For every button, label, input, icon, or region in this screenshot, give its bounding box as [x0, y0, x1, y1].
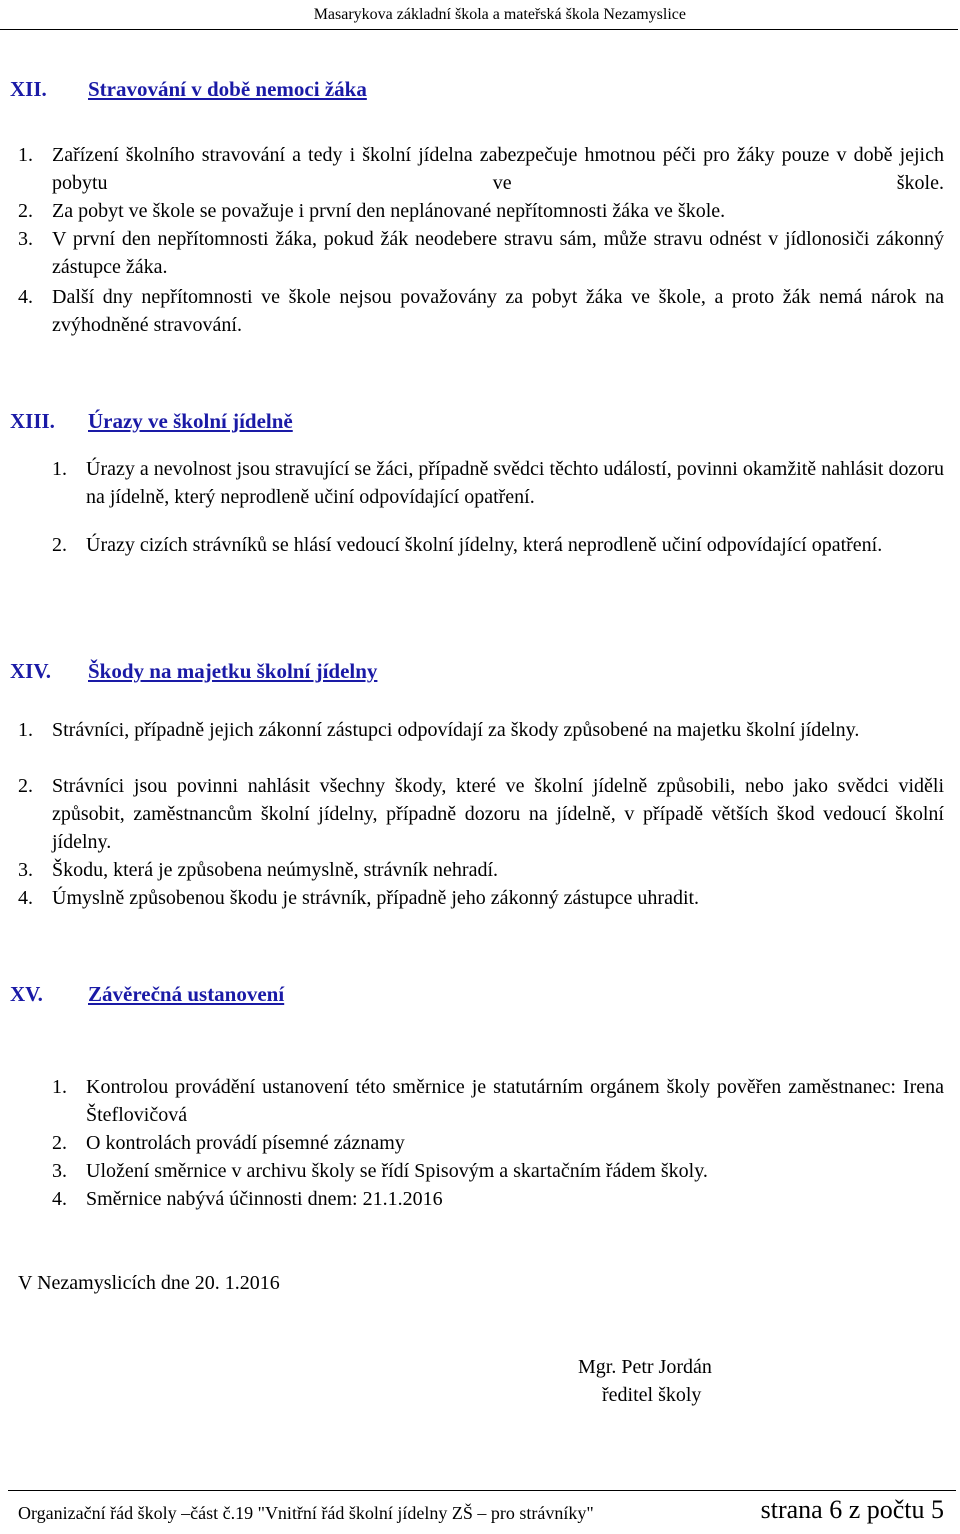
section-title: Úrazy ve školní jídelně — [88, 409, 293, 433]
header-school-name: Masarykova základní škola a mateřská škola Nezamyslice — [313, 6, 686, 23]
page-footer — [8, 1490, 956, 1528]
section-number: XIII. — [10, 409, 55, 433]
section-number: XIV. — [10, 659, 52, 683]
list-item: 3. Uložení směrnice v archivu školy se řídí Spisovým a skartačním řádem školy. — [52, 1160, 708, 1182]
list-item: 1. Strávníci, případně jejich zákonní zástupci odpovídají za škody způsobené na majetku školní jídelny. — [18, 719, 860, 741]
list-item: 1. Zařízení školního stravování a tedy i školní jídelna zabezpečuje hmotnou péči pro žáky pouze v době jejich pobytu ve škole. — [18, 144, 944, 194]
list-item: 3. V první den nepřítomnosti žáka, pokud žák neodebere stravu sám, může stravu odnést v jídlonosiči zákonný zástupce žáka. — [18, 228, 944, 278]
list-item: 1. Kontrolou provádění ustanovení této směrnice je statutárním orgánem školy pověřen zaměstnanec: Irena Šteflovičová — [52, 1076, 944, 1126]
list-item: 4. Další dny nepřítomnosti ve škole nejsou považovány za pobyt žáka ve škole, a proto žák nemá nárok na zvýhodněné stravování. — [18, 286, 944, 336]
section-title: Škody na majetku školní jídelny — [88, 659, 378, 683]
page-header — [0, 0, 958, 30]
section-title: Závěrečná ustanovení — [88, 982, 285, 1006]
place-date: V Nezamyslicích dne 20. 1.2016 — [18, 1272, 280, 1294]
signature-name: Mgr. Petr Jordán — [578, 1356, 712, 1378]
list-item: 2. Úrazy cizích strávníků se hlásí vedoucí školní jídelny, která neprodleně učiní odpovídající opatření. — [52, 534, 883, 556]
section-number: XV. — [10, 982, 43, 1006]
list-item: 2. Strávníci jsou povinni nahlásit všechny škody, které ve školní jídelně způsobili, nebo jako svědci viděli způsobit, zaměstnancům školní jídelny, případně dozoru na jídelně, v případě větších škod vedoucí školní jídelny. — [18, 775, 944, 853]
list-item: 4. Úmyslně způsobenou škodu je strávník, případně jeho zákonný zástupce uhradit. — [18, 887, 700, 909]
section-title: Stravování v době nemoci žáka — [88, 77, 367, 101]
list-item: 4. Směrnice nabývá účinnosti dnem: 21.1.2016 — [52, 1188, 443, 1210]
list-item: 1. Úrazy a nevolnost jsou stravující se žáci, případně svědci těchto událostí, povinni okamžitě nahlásit dozoru na jídelně, který neprodleně učiní odpovídající opatření. — [52, 458, 944, 508]
list-item: 2. O kontrolách provádí písemné záznamy — [52, 1132, 405, 1154]
footer-page-number: strana 6 z počtu 5 — [760, 1495, 944, 1524]
list-item: 2. Za pobyt ve škole se považuje i první den neplánované nepřítomnosti žáka ve škole. — [18, 200, 726, 222]
list-item: 3. Škodu, která je způsobena neúmyslně, strávník nehradí. — [18, 859, 498, 881]
footer-document-title: Organizační řád školy –část č.19 "Vnitřní řád školní jídelny ZŠ – pro strávníky" — [18, 1503, 594, 1523]
signature-role: ředitel školy — [602, 1384, 702, 1406]
section-number: XII. — [10, 77, 47, 101]
